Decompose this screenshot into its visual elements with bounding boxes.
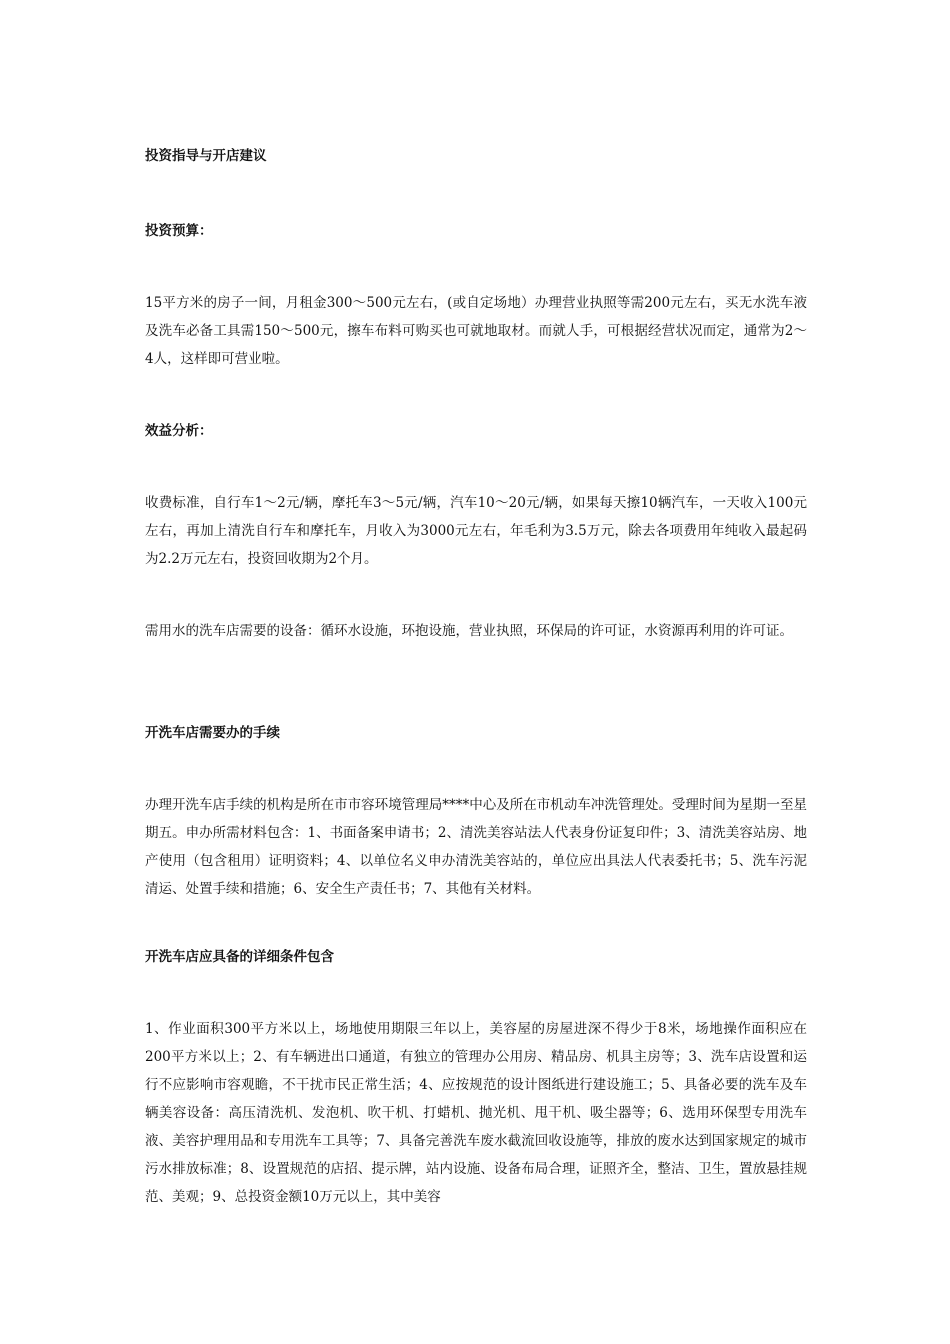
document-title: 投资指导与开店建议 <box>145 148 267 164</box>
paragraph-conditions: 1、作业面积300平方米以上，场地使用期限三年以上，美容屋的房屋进深不得少于8米，场地操作面积应在200平方米以上；2、有车辆进出口通道，有独立的管理办公用房、精品房、机具主房等；3、洗车店设置和运行不应影响市容观瞻，不干扰市民正常生活；4、应按规范的设计图纸进行建设施工；5、具备必要的洗车及车辆美容设备：高压清洗机、发泡机、吹干机、打蜡机、抛光机、甩干机、吸尘器等；6、选用环保型专用洗车液、美容护理用品和专用洗车工具等；7、具备完善洗车废水截流回收设施等，排放的废水达到国家规定的城市污水排放标准；8、设置规范的店招、提示牌，站内设施、设备布局合理，证照齐全，整洁、卫生，置放悬挂规范、美观；9、总投资金额10万元以上，其中美容 <box>145 1021 807 1205</box>
section-heading-budget: 投资预算： <box>145 223 213 239</box>
section-heading-benefit: 效益分析： <box>145 423 213 439</box>
paragraph-procedures: 办理开洗车店手续的机构是所在市市容环境管理局****中心及所在市机动车冲洗管理处。受理时间为星期一至星期五。申办所需材料包含：1、书面备案申请书；2、清洗美容站法人代表身份证复印件；3、清洗美容站房、地产使用（包含租用）证明资料；4、以单位名义申办清洗美容站的，单位应出具法人代表委托书；5、洗车污泥清运、处置手续和措施；6、安全生产责任书；7、其他有关材料。 <box>145 797 807 897</box>
paragraph-benefit: 收费标准，自行车1～2元/辆，摩托车3～5元/辆，汽车10～20元/辆，如果每天擦10辆汽车，一天收入100元左右，再加上清洗自行车和摩托车，月收入为3000元左右，年毛利为3.5万元，除去各项费用年纯收入最起码为2.2万元左右，投资回收期为2个月。 <box>145 495 807 567</box>
paragraph-budget: 15平方米的房子一间，月租金300～500元左右，(或自定场地）办理营业执照等需200元左右，买无水洗车液及洗车必备工具需150～500元，擦车布料可购买也可就地取材。而就人手，可根据经营状况而定，通常为2～4人，这样即可营业啦。 <box>145 295 807 367</box>
section-heading-procedures: 开洗车店需要办的手续 <box>145 725 280 741</box>
section-heading-conditions: 开洗车店应具备的详细条件包含 <box>145 949 334 965</box>
paragraph-equipment: 需用水的洗车店需要的设备：循环水设施，环抱设施，营业执照，环保局的许可证，水资源再利用的许可证。 <box>145 623 793 639</box>
